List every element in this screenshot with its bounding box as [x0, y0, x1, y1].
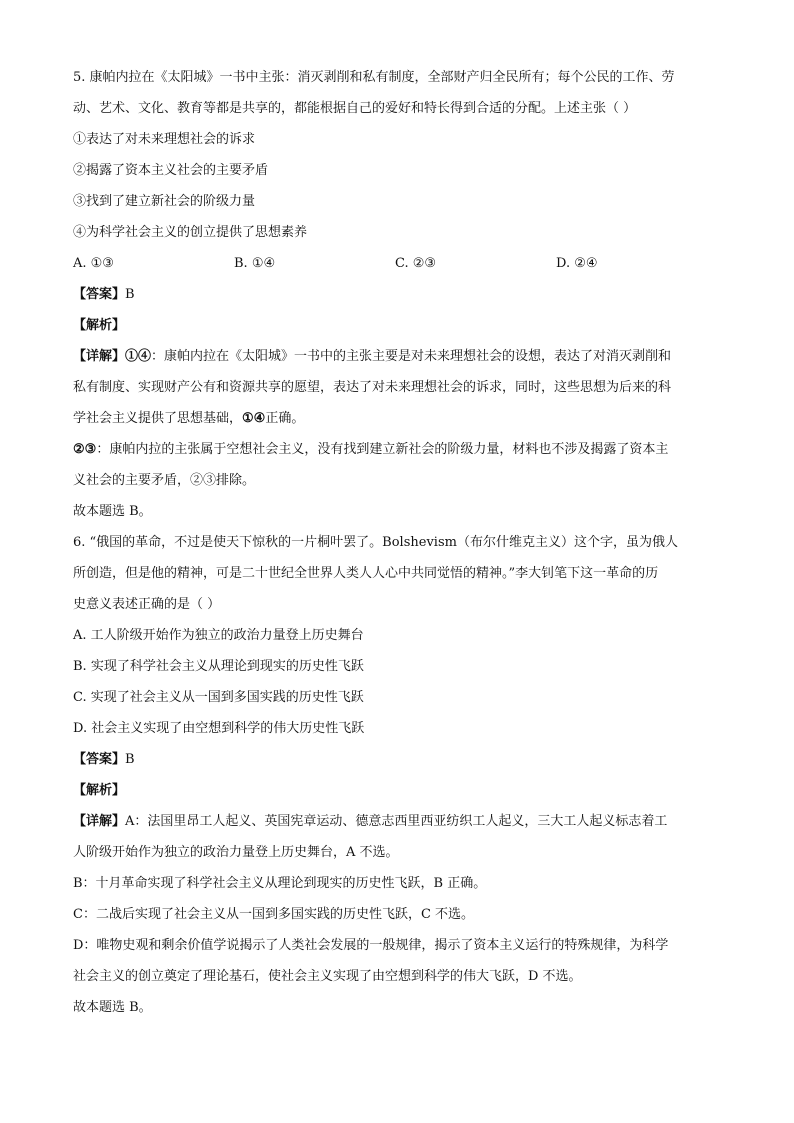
q5-option-a: A. ①③: [73, 256, 114, 271]
q5-answer-label: 【答案】: [73, 287, 126, 302]
q5-detail-label: 【详解】: [73, 349, 126, 364]
q6-stem-line-2: 所创造，但是他的精神，可是二十世纪全世界人类人人心中共同觉悟的精神。”李大钊笔下这一革命的历: [73, 566, 659, 581]
q5-answer: [73, 279, 733, 310]
q5-analysis-label: 【解析】: [73, 318, 126, 333]
q6-detail-line-6: 社会主义的创立奠定了理论基石，使社会主义实现了由空想到科学的伟大飞跃，D 不选。: [73, 969, 582, 984]
q5-answer-value: B: [125, 287, 135, 302]
q5-statement-2: ②揭露了资本主义社会的主要矛盾: [73, 163, 269, 178]
q5-statement-3: ③找到了建立新社会的阶级力量: [73, 194, 256, 209]
q5-detail-p2-line-2: 义社会的主要矛盾，②③排除。: [73, 473, 256, 488]
q5-detail-p2-head: ②③: [73, 442, 97, 457]
q6-answer: [73, 744, 733, 775]
q6-detail-text-1: A：法国里昂工人起义、英国宪章运动、德意志西里西亚纺织工人起义，三大工人起义标志着工: [125, 814, 668, 829]
q6-option-b: B. 实现了科学社会主义从理论到现实的历史性飞跃: [73, 659, 364, 674]
q5-statement-1: ①表达了对未来理想社会的诉求: [73, 132, 256, 147]
q5-detail-p1-text-3: 学社会主义提供了思想基础，: [73, 411, 243, 426]
q6-detail-line-3: B：十月革命实现了科学社会主义从理论到现实的历史性飞跃，B 正确。: [73, 876, 487, 891]
q6-option-a: A. 工人阶级开始作为独立的政治力量登上历史舞台: [73, 628, 364, 643]
q5-detail-p1-tail: 正确。: [265, 411, 305, 426]
q6-answer-value: B: [125, 752, 135, 767]
q5-detail-p1-text-1: ：康帕内拉在《太阳城》一书中的主张主要是对未来理想社会的设想，表达了对消灭剥削和: [151, 349, 672, 364]
question-5: [73, 62, 733, 527]
q6-option-c: C. 实现了社会主义从一国到多国实践的历史性飞跃: [73, 690, 364, 705]
q5-option-b: B. ①④: [234, 256, 276, 271]
q6-answer-label: 【答案】: [73, 752, 126, 767]
q6-detail-line-5: D：唯物史观和剩余价值学说揭示了人类社会发展的一般规律，揭示了资本主义运行的特殊规律，为科学: [73, 938, 669, 953]
q6-option-d: D. 社会主义实现了由空想到科学的伟大历史性飞跃: [73, 721, 365, 736]
q5-stem-line-1: 5. 康帕内拉在《太阳城》一书中主张：消灭剥削和私有制度，全部财产归全民所有；每个公民的工作、劳: [73, 70, 675, 85]
q5-detail-p1-tail-bold: ①④: [242, 411, 266, 426]
q6-detail-line-2: 人阶级开始作为独立的政治力量登上历史舞台，A 不选。: [73, 845, 399, 860]
q5-detail-p1-line-2: 私有制度、实现财产公有和资源共享的愿望，表达了对未来理想社会的诉求，同时，这些思想为后来的科: [73, 380, 672, 395]
q6-stem-line-3: 史意义表述正确的是（ ）: [73, 597, 221, 612]
document-page: [73, 62, 733, 1023]
q5-stem-line-2: 动、艺术、文化、教育等都是共享的，都能根据自己的爱好和特长得到合适的分配。上述主张（ ）: [73, 101, 637, 116]
q5-conclusion: 故本题选 B。: [73, 504, 152, 519]
q5-detail-p1-line-3: [73, 403, 733, 434]
q6-stem-line-1: 6. “俄国的革命，不过是使天下惊秋的一片桐叶罢了。Bolshevism（布尔什维克主义）这个字，虽为俄人: [73, 535, 678, 550]
q6-detail-line-4: C：二战后实现了社会主义从一国到多国实践的历史性飞跃，C 不选。: [73, 907, 475, 922]
q5-option-c: C. ②③: [395, 256, 437, 271]
q5-detail-p2-text-1: ：康帕内拉的主张属于空想社会主义，没有找到建立新社会的阶级力量，材料也不涉及揭露了资本主: [96, 442, 669, 457]
q6-detail-label: 【详解】: [73, 814, 126, 829]
q6-conclusion: 故本题选 B。: [73, 1000, 152, 1015]
q5-detail-p1-line-1: [73, 341, 733, 372]
q6-analysis-label: 【解析】: [73, 783, 126, 798]
q6-detail-line-1: [73, 806, 733, 837]
q5-detail-p2-line-1: [73, 434, 733, 465]
q5-option-d: D. ②④: [556, 256, 598, 271]
q5-detail-p1-head: ①④: [125, 349, 152, 364]
question-6: [73, 527, 733, 1023]
q5-statement-4: ④为科学社会主义的创立提供了思想素养: [73, 225, 308, 240]
q5-options: [73, 248, 733, 279]
